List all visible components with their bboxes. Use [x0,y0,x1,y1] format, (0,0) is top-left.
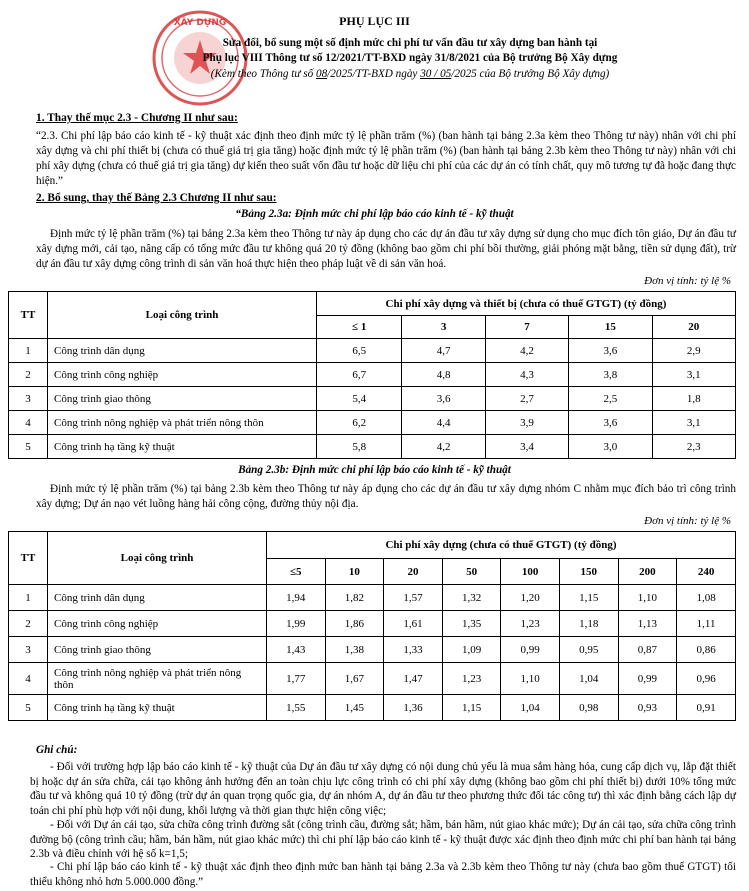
row-number: 1 [9,585,48,611]
rate-cell: 5,8 [317,435,402,459]
rate-cell: 0,98 [559,695,618,721]
rate-cell: 4,3 [485,363,568,387]
rate-cell: 1,99 [267,611,326,637]
row-number: 4 [9,411,48,435]
row-number: 3 [9,387,48,411]
rate-cell: 6,5 [317,339,402,363]
table-a [8,291,736,459]
table-a-col-header: 15 [569,316,652,339]
rate-cell: 1,23 [501,611,560,637]
work-type-cell: Công trình dân dụng [48,339,317,363]
table-b-col-header: 20 [384,559,443,585]
table-a-col-header: ≤ 1 [317,316,402,339]
rate-cell: 2,7 [485,387,568,411]
rate-cell: 3,8 [569,363,652,387]
rate-cell: 0,93 [618,695,677,721]
table-row [9,663,736,695]
rate-cell: 1,55 [267,695,326,721]
circular-date: 30 / 05 [420,68,452,80]
rate-cell: 2,3 [652,435,735,459]
rate-cell: 4,2 [402,435,485,459]
table-b-col-header: 240 [677,559,736,585]
table-a-header-group: Chi phí xây dựng và thiết bị (chưa có thuế GTGT) (tỷ đồng) [317,292,736,316]
rate-cell: 3,6 [402,387,485,411]
rate-cell: 1,35 [442,611,501,637]
work-type-cell: Công trình giao thông [48,637,267,663]
rate-cell: 1,18 [559,611,618,637]
work-type-cell: Công trình nông nghiệp và phát triển nông thôn [48,663,267,695]
rate-cell: 0,86 [677,637,736,663]
rate-cell: 1,43 [267,637,326,663]
table-a-unit: Đơn vị tính: tỷ lệ % [644,275,731,287]
table-b [8,531,736,721]
table-a-col-header: 7 [485,316,568,339]
rate-cell: 1,10 [501,663,560,695]
rate-cell: 0,99 [618,663,677,695]
note-item: - Chi phí lập báo cáo kinh tế - kỹ thuật xác định theo định mức ban hành tại bảng 2.3a và 2.3b kèm theo Thông tư này (chưa bao gồm thuế GTGT) tối thiểu không nhỏ hơn 5.000.000 đồng.” [30,861,736,888]
rate-cell: 1,86 [325,611,384,637]
row-number: 2 [9,611,48,637]
table-row [9,387,736,411]
table-a-col-header: 3 [402,316,485,339]
row-number: 5 [9,435,48,459]
table-a-header-type: Loại công trình [48,292,317,339]
rate-cell: 1,8 [652,387,735,411]
rate-cell: 1,04 [559,663,618,695]
row-number: 1 [9,339,48,363]
rate-cell: 1,09 [442,637,501,663]
appendix-subtitle-1: Sửa đổi, bổ sung một số định mức chi phí tư vấn đầu tư xây dựng ban hành tại [222,37,598,49]
note-item: - Đối với Dự án cải tạo, sửa chữa công trình đường sắt (công trình cầu, đường sắt; hầm, bán hầm, nút giao khác mức); Dự án cải tạo, sửa chữa công trình đường bộ (công trình cầu; hầm, bán hầm, nút giao khác mức) thì chi phí lập báo cáo kinh tế - kỹ thuật được xác định theo định mức chi phí ban hành tại bảng 2.3b và điều chỉnh với hệ số k=1,5; [30,819,736,860]
table-b-header-tt: TT [9,532,48,585]
rate-cell: 1,77 [267,663,326,695]
table-b-col-header: 150 [559,559,618,585]
rate-cell: 1,15 [442,695,501,721]
work-type-cell: Công trình hạ tầng kỹ thuật [48,695,267,721]
table-row [9,611,736,637]
rate-cell: 0,87 [618,637,677,663]
note-item: - Đối với trường hợp lập báo cáo kinh tế - kỹ thuật của Dự án đầu tư xây dựng có nội dung chủ yếu là mua sắm hàng hóa, cung cấp dịch vụ, lắp đặt thiết bị hoặc dự án sửa chữa, cải tạo không ảnh hưởng đến an toàn chịu lực công trình có chi phí xây dựng (không bao gồm chi phí thiết bị) dưới 10% tổng mức đầu tư và không quá 10 tỷ đồng (trừ dự án quan trọng quốc gia, dự án nhóm A, dự án đầu tư theo phương thức đối tác công tư) thì xác định bằng cách lập dự toán chi phí phù hợp với nội dung, khối lượng và thời gian thực hiện công việc; [30,761,736,817]
work-type-cell: Công trình hạ tầng kỹ thuật [48,435,317,459]
section-1-heading: 1. Thay thế mục 2.3 - Chương II như sau: [36,112,238,124]
appendix-title: PHỤ LỤC III [339,14,410,28]
table-a-title: “Bảng 2.3a: Định mức chi phí lập báo cáo kinh tế - kỹ thuật [235,208,514,220]
rate-cell: 0,91 [677,695,736,721]
row-number: 2 [9,363,48,387]
table-b-col-header: ≤5 [267,559,326,585]
rate-cell: 5,4 [317,387,402,411]
svg-text:XÂY DỰNG: XÂY DỰNG [173,18,227,28]
rate-cell: 1,13 [618,611,677,637]
rate-cell: 1,32 [442,585,501,611]
table-row [9,363,736,387]
rate-cell: 1,08 [677,585,736,611]
rate-cell: 3,6 [569,411,652,435]
rate-cell: 1,11 [677,611,736,637]
rate-cell: 3,1 [652,411,735,435]
appendix-subtitle-2: Phụ lục VIII Thông tư số 12/2021/TT-BXD ngày 31/8/2021 của Bộ trưởng Bộ Xây dựng [202,52,618,64]
rate-cell: 0,96 [677,663,736,695]
rate-cell: 2,5 [569,387,652,411]
table-row [9,585,736,611]
rate-cell: 1,15 [559,585,618,611]
row-number: 3 [9,637,48,663]
table-b-description: Định mức tỷ lệ phần trăm (%) tại bảng 2.3b kèm theo Thông tư này áp dụng cho các dự án đầu tư xây dựng nhóm C nhằm mục đích bảo trì công trình xây dựng; Dự án nạo vét luồng hàng hải công cộng, đường thủy nội địa. [36,483,736,510]
rate-cell: 1,38 [325,637,384,663]
rate-cell: 1,57 [384,585,443,611]
rate-cell: 1,61 [384,611,443,637]
rate-cell: 1,23 [442,663,501,695]
rate-cell: 6,2 [317,411,402,435]
rate-cell: 4,4 [402,411,485,435]
work-type-cell: Công trình giao thông [48,387,317,411]
row-number: 4 [9,663,48,695]
section-2-heading: 2. Bổ sung, thay thế Bảng 2.3 Chương II như sau: [36,192,277,204]
table-row [9,695,736,721]
table-row [9,411,736,435]
work-type-cell: Công trình công nghiệp [48,611,267,637]
rate-cell: 0,95 [559,637,618,663]
table-a-col-header: 20 [652,316,735,339]
table-b-unit: Đơn vị tính: tỷ lệ % [644,515,731,527]
table-b-header-group: Chi phí xây dựng (chưa có thuế GTGT) (tỷ đồng) [267,532,736,559]
rate-cell: 2,9 [652,339,735,363]
work-type-cell: Công trình công nghiệp [48,363,317,387]
table-b-col-header: 50 [442,559,501,585]
table-b-header-type: Loại công trình [48,532,267,585]
rate-cell: 1,45 [325,695,384,721]
section-1-text: “2.3. Chi phí lập báo cáo kinh tế - kỹ thuật xác định theo định mức tỷ lệ phần trăm (%) (ban hành tại bảng 2.3a kèm theo Thông tư này) nhân với chi phí xây dựng và chi phí thiết bị (chưa có thuế giá trị gia tăng) hoặc định mức tỷ lệ phần trăm (%) (ban hành tại bảng 2.3b kèm theo Thông tư này) nhân với chi phí xây dựng (chưa có thuế giá trị gia tăng) dự kiến theo suất vốn đầu tư hoặc dữ liệu chi phí của các dự án có tính chất, quy mô tương tự đã hoặc đang thực hiện.” [36,130,736,187]
notes-heading: Ghi chú: [36,744,78,756]
work-type-cell: Công trình dân dụng [48,585,267,611]
table-a-description: Định mức tỷ lệ phần trăm (%) tại bảng 2.3a kèm theo Thông tư này áp dụng cho các dự án đầu tư xây dựng sử dụng cho mục đích tôn giáo, Dự án đầu tư xây dựng mới, cải tạo, nâng cấp có tổng mức đầu tư không quá 20 tỷ đồng (không bao gồm chi phí bồi thường, giải phóng mặt bằng, tiền sử dụng đất), trừ dự án đầu tư xây dựng công trình di sản văn hoá thực hiện theo pháp luật về di sản văn hoá. [36,228,736,270]
rate-cell: 1,04 [501,695,560,721]
rate-cell: 3,0 [569,435,652,459]
work-type-cell: Công trình nông nghiệp và phát triển nông thôn [48,411,317,435]
rate-cell: 1,47 [384,663,443,695]
table-row [9,435,736,459]
rate-cell: 3,1 [652,363,735,387]
rate-cell: 3,9 [485,411,568,435]
rate-cell: 1,33 [384,637,443,663]
rate-cell: 1,36 [384,695,443,721]
rate-cell: 1,10 [618,585,677,611]
table-b-col-header: 100 [501,559,560,585]
rate-cell: 4,2 [485,339,568,363]
table-b-title: Bảng 2.3b: Định mức chi phí lập báo cáo kinh tế - kỹ thuật [238,464,511,476]
circular-number: 08 [315,68,328,80]
rate-cell: 3,6 [569,339,652,363]
table-b-col-header: 200 [618,559,677,585]
rate-cell: 0,99 [501,637,560,663]
rate-cell: 3,4 [485,435,568,459]
appendix-reference: (Kèm theo Thông tư số 08/2025/TT-BXD ngày 30 / 05/2025 của Bộ trưởng Bộ Xây dựng) [210,68,610,80]
rate-cell: 4,8 [402,363,485,387]
rate-cell: 1,94 [267,585,326,611]
row-number: 5 [9,695,48,721]
rate-cell: 1,82 [325,585,384,611]
rate-cell: 1,20 [501,585,560,611]
table-a-header-tt: TT [9,292,48,339]
table-b-col-header: 10 [325,559,384,585]
rate-cell: 6,7 [317,363,402,387]
rate-cell: 1,67 [325,663,384,695]
table-row [9,339,736,363]
rate-cell: 4,7 [402,339,485,363]
table-row [9,637,736,663]
